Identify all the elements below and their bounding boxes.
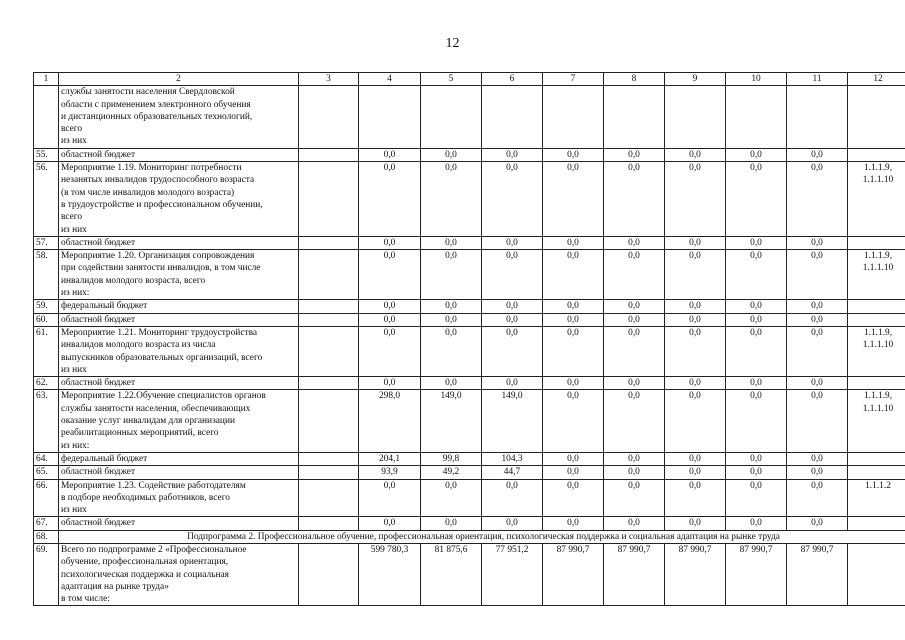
value-cell: 0,0 [482,250,543,300]
column-3-cell [299,517,359,530]
description-line: всего [61,212,83,223]
value-cell: 0,0 [482,148,543,161]
row-description [59,236,299,249]
description-line: в том числе: [61,594,110,605]
column-3-cell [299,377,359,390]
target-code-cell [848,313,905,326]
value-cell: 0,0 [482,162,543,237]
target-code-cell [848,148,905,161]
value-cell: 0,0 [543,452,604,465]
value-cell: 104,3 [482,452,543,465]
description-line: областной бюджет [61,149,136,160]
value-cell: 0,0 [359,313,421,326]
value-cell: 0,0 [726,236,787,249]
description-line: из них: [61,288,90,299]
row-number: 66. [34,479,59,517]
value-cell: 0,0 [482,377,543,390]
description-line: областной бюджет [61,378,136,389]
target-code-cell [848,390,905,452]
value-cell: 0,0 [787,390,848,452]
description-line: Мероприятие 1.23. Содействие работодателям [61,480,246,491]
target-code: 1.1.1.10 [862,263,894,274]
column-3-cell [299,148,359,161]
value-cell: 0,0 [604,162,665,237]
table-row [34,86,905,148]
value-cell: 0,0 [359,148,421,161]
value-cell: 87 990,7 [787,543,848,605]
value-cell: 87 990,7 [543,543,604,605]
description-line: при содействии занятости инвалидов, в том числе [61,263,261,274]
value-cell: 81 875,6 [421,543,482,605]
value-cell: 0,0 [787,162,848,237]
target-code-cell [848,86,905,148]
header-row [34,73,905,86]
value-cell: 0,0 [604,326,665,376]
description-line: адаптация на рынке труда» [61,581,169,592]
subprogram-title: Подпрограмма 2. Профессиональное обучение, профессиональная ориентация, психологическая поддержка и социальная адаптация на рынке труда [59,530,905,543]
description-line: оказание услуг инвалидам для организации [61,416,235,427]
table-row [34,326,905,376]
column-3-cell [299,162,359,237]
column-3-cell [299,479,359,517]
value-cell: 0,0 [543,236,604,249]
subprogram-row [34,530,905,543]
header-cell: 6 [482,73,543,86]
value-cell: 0,0 [787,479,848,517]
description-line: всего [61,124,83,135]
value-cell: 0,0 [726,148,787,161]
value-cell: 0,0 [359,479,421,517]
target-code-cell [848,326,905,376]
table-row [34,543,905,605]
value-cell: 87 990,7 [604,543,665,605]
value-cell [787,86,848,148]
row-number: 64. [34,452,59,465]
value-cell: 0,0 [726,390,787,452]
description-line: психологическая поддержка и социальная [61,569,229,580]
value-cell: 0,0 [787,326,848,376]
row-number: 67. [34,517,59,530]
value-cell: 0,0 [543,377,604,390]
description-line: из них [61,364,87,375]
target-code-cell [848,250,905,300]
target-code: 1.1.1.10 [862,340,894,351]
value-cell: 0,0 [604,517,665,530]
value-cell: 149,0 [482,390,543,452]
row-number: 58. [34,250,59,300]
row-number: 55. [34,148,59,161]
value-cell [482,86,543,148]
description-line: выпускников образовательных организаций, всего [61,352,263,363]
value-cell: 0,0 [726,313,787,326]
value-cell: 0,0 [665,479,726,517]
row-description [59,377,299,390]
value-cell: 0,0 [787,452,848,465]
column-3-cell [299,86,359,148]
value-cell: 0,0 [604,479,665,517]
header-cell: 2 [59,73,299,86]
value-cell: 0,0 [359,377,421,390]
value-cell: 0,0 [421,313,482,326]
row-number: 56. [34,162,59,237]
value-cell: 0,0 [665,377,726,390]
description-line: службы занятости населения Свердловской [61,87,235,98]
row-number: 63. [34,390,59,452]
row-number: 61. [34,326,59,376]
target-code: 1.1.1.9, [863,327,893,338]
description-line: областной бюджет [61,314,136,325]
description-line: области с применением электронного обучения [61,99,251,110]
value-cell: 0,0 [421,326,482,376]
value-cell: 0,0 [787,377,848,390]
description-line: Всего по подпрограмме 2 «Профессиональное [61,544,247,555]
value-cell: 0,0 [665,250,726,300]
value-cell: 204,1 [359,452,421,465]
value-cell: 0,0 [604,377,665,390]
description-line: Мероприятие 1.22.Обучение специалистов органов [61,391,266,402]
table-row [34,313,905,326]
value-cell: 0,0 [665,326,726,376]
value-cell: 0,0 [604,236,665,249]
header-cell: 4 [359,73,421,86]
target-code: 1.1.1.10 [862,175,894,186]
value-cell: 0,0 [359,250,421,300]
row-description [59,300,299,313]
row-number: 65. [34,466,59,479]
row-number: 60. [34,313,59,326]
value-cell: 0,0 [787,148,848,161]
row-description [59,517,299,530]
value-cell: 87 990,7 [726,543,787,605]
description-line: (в том числе инвалидов молодого возраста) [61,187,235,198]
value-cell: 0,0 [359,162,421,237]
value-cell: 0,0 [482,517,543,530]
value-cell: 0,0 [421,236,482,249]
table-row [34,162,905,237]
description-line: из них [61,224,87,235]
target-code-cell [848,466,905,479]
column-3-cell [299,543,359,605]
value-cell: 0,0 [787,313,848,326]
value-cell: 599 780,3 [359,543,421,605]
description-line: областной бюджет [61,237,136,248]
value-cell: 149,0 [421,390,482,452]
value-cell: 0,0 [665,517,726,530]
target-code-cell [848,377,905,390]
description-line: Мероприятие 1.20. Организация сопровождения [61,251,255,262]
row-description [59,452,299,465]
description-line: в подборе необходимых работников, всего [61,492,230,503]
value-cell: 0,0 [482,313,543,326]
row-description [59,390,299,452]
column-3-cell [299,466,359,479]
description-line: из них [61,136,87,147]
value-cell: 0,0 [726,466,787,479]
row-description [59,466,299,479]
value-cell: 0,0 [726,250,787,300]
target-code: 1.1.1.9, [863,163,893,174]
value-cell: 0,0 [787,300,848,313]
value-cell: 0,0 [665,390,726,452]
description-line: инвалидов молодого возраста из числа [61,340,216,351]
target-code-cell [848,517,905,530]
table-row [34,236,905,249]
description-line: в трудоустройстве и профессиональном обучении, [61,199,263,210]
column-3-cell [299,390,359,452]
description-line: и дистанционных образовательных технологий, [61,111,253,122]
value-cell: 0,0 [604,313,665,326]
value-cell: 0,0 [543,148,604,161]
header-cell: 8 [604,73,665,86]
value-cell: 0,0 [726,452,787,465]
value-cell: 87 990,7 [665,543,726,605]
column-3-cell [299,250,359,300]
row-description [59,479,299,517]
budget-table [33,72,905,606]
header-cell: 12 [848,73,905,86]
value-cell: 0,0 [665,466,726,479]
table-row [34,377,905,390]
value-cell: 0,0 [482,326,543,376]
row-number [34,86,59,148]
value-cell: 298,0 [359,390,421,452]
target-code: 1.1.1.2 [865,480,891,491]
value-cell [726,86,787,148]
value-cell [665,86,726,148]
column-3-cell [299,313,359,326]
value-cell: 0,0 [543,313,604,326]
row-number: 68. [34,530,59,543]
value-cell: 0,0 [726,479,787,517]
value-cell: 49,2 [421,466,482,479]
table-row [34,148,905,161]
row-description [59,313,299,326]
header-cell: 5 [421,73,482,86]
description-line: Мероприятие 1.21. Мониторинг трудоустройства [61,327,258,338]
row-description [59,162,299,237]
row-number: 57. [34,236,59,249]
value-cell: 0,0 [543,250,604,300]
value-cell: 0,0 [482,479,543,517]
value-cell: 0,0 [604,250,665,300]
value-cell: 0,0 [421,250,482,300]
table-row [34,479,905,517]
value-cell: 0,0 [665,452,726,465]
target-code: 1.1.1.9, [863,251,893,262]
column-3-cell [299,326,359,376]
table-row [34,250,905,300]
value-cell: 0,0 [421,479,482,517]
header-cell: 9 [665,73,726,86]
header-cell: 1 [34,73,59,86]
value-cell: 0,0 [421,517,482,530]
value-cell: 0,0 [787,517,848,530]
header-cell: 10 [726,73,787,86]
value-cell: 0,0 [543,300,604,313]
value-cell: 0,0 [604,300,665,313]
target-code-cell [848,543,905,605]
description-line: федеральный бюджет [61,301,148,312]
description-line: обучение, профессиональная ориентация, [61,557,229,568]
value-cell [421,86,482,148]
value-cell: 0,0 [482,236,543,249]
target-code: 1.1.1.10 [862,403,894,414]
value-cell: 0,0 [665,300,726,313]
value-cell: 0,0 [604,390,665,452]
column-3-cell [299,300,359,313]
value-cell: 0,0 [421,300,482,313]
value-cell: 93,9 [359,466,421,479]
value-cell: 0,0 [665,148,726,161]
target-code-cell [848,300,905,313]
value-cell [604,86,665,148]
value-cell: 99,8 [421,452,482,465]
value-cell: 0,0 [787,250,848,300]
value-cell: 0,0 [787,466,848,479]
description-line: реабилитационных мероприятий, всего [61,428,219,439]
value-cell: 0,0 [726,377,787,390]
value-cell: 0,0 [787,236,848,249]
header-cell: 7 [543,73,604,86]
value-cell: 0,0 [543,479,604,517]
target-code-cell [848,452,905,465]
row-description [59,86,299,148]
value-cell: 0,0 [359,236,421,249]
header-cell: 3 [299,73,359,86]
column-3-cell [299,452,359,465]
value-cell: 77 951,2 [482,543,543,605]
target-code: 1.1.1.9, [863,391,893,402]
value-cell: 0,0 [421,377,482,390]
value-cell: 0,0 [604,148,665,161]
value-cell: 44,7 [482,466,543,479]
description-line: незанятых инвалидов трудоспособного возраста [61,175,255,186]
value-cell: 0,0 [726,517,787,530]
description-line: областной бюджет [61,467,136,478]
value-cell: 0,0 [421,162,482,237]
value-cell: 0,0 [543,466,604,479]
description-line: инвалидов молодого возраста, всего [61,275,206,286]
value-cell: 0,0 [482,300,543,313]
value-cell: 0,0 [726,162,787,237]
value-cell: 0,0 [359,300,421,313]
value-cell: 0,0 [359,517,421,530]
value-cell: 0,0 [665,313,726,326]
table-row [34,390,905,452]
value-cell: 0,0 [421,148,482,161]
row-number: 59. [34,300,59,313]
description-line: службы занятости населения, обеспечивающих [61,403,251,414]
description-line: из них [61,505,87,516]
value-cell: 0,0 [726,326,787,376]
value-cell: 0,0 [359,326,421,376]
row-description [59,326,299,376]
table-body [34,73,905,606]
row-description [59,250,299,300]
description-line: из них: [61,440,90,451]
column-3-cell [299,236,359,249]
value-cell: 0,0 [543,326,604,376]
value-cell: 0,0 [604,466,665,479]
value-cell: 0,0 [726,300,787,313]
table-row [34,452,905,465]
value-cell: 0,0 [604,452,665,465]
description-line: федеральный бюджет [61,453,148,464]
table-row [34,517,905,530]
value-cell: 0,0 [665,162,726,237]
value-cell: 0,0 [543,517,604,530]
target-code-cell [848,236,905,249]
row-number: 69. [34,543,59,605]
description-line: областной бюджет [61,518,136,529]
page-number: 12 [445,36,460,51]
header-cell: 11 [787,73,848,86]
table-row [34,300,905,313]
table-row [34,466,905,479]
value-cell [543,86,604,148]
description-line: Мероприятие 1.19. Мониторинг потребности [61,163,242,174]
row-description [59,543,299,605]
value-cell: 0,0 [543,390,604,452]
value-cell: 0,0 [665,236,726,249]
value-cell: 0,0 [543,162,604,237]
row-description [59,148,299,161]
value-cell [359,86,421,148]
row-number: 62. [34,377,59,390]
target-code-cell [848,162,905,237]
target-code-cell [848,479,905,517]
